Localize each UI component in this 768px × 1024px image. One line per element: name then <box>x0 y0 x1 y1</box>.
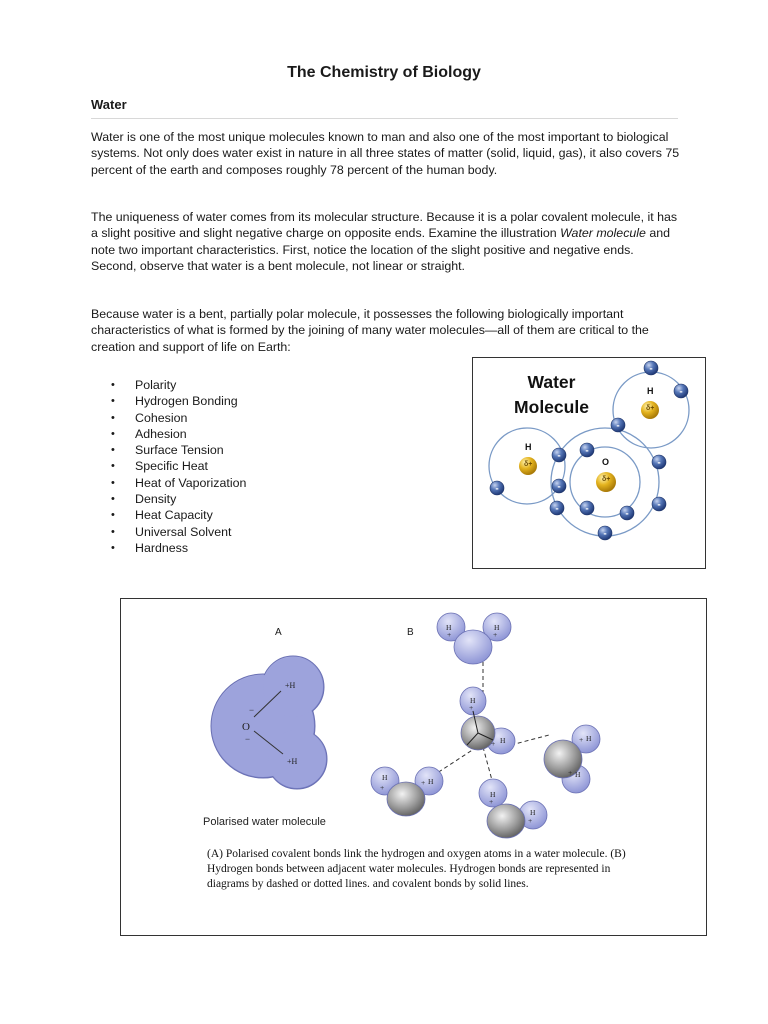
label-h: H <box>428 777 434 786</box>
hydrogen-charge-label-left: δ+ <box>524 461 533 468</box>
label-plus: + <box>491 739 496 748</box>
hydrogen-bond-figure <box>120 598 707 936</box>
list-item: • Hydrogen Bonding <box>91 393 246 409</box>
polarised-molecule-label: Polarised water molecule <box>203 816 326 828</box>
list-item: • Universal Solvent <box>91 524 246 540</box>
oxygen-label: O <box>602 457 610 467</box>
label-plus-h-upper: +H <box>285 681 296 690</box>
label-plus: + <box>380 783 385 792</box>
electron-sign-11: - <box>603 528 607 540</box>
label-plus: + <box>489 797 494 806</box>
label-plus-h-lower: +H <box>287 757 298 766</box>
paragraph-2-text-start: The uniqueness of water comes from its molecular structure. Because it is a polar covalent molecule, it has a slight positive and slight negative charge on opposite ends. Examine the illustration <box>91 210 678 241</box>
list-item: • Polarity <box>91 377 246 393</box>
label-plus: + <box>469 703 474 712</box>
electron-sign-7: - <box>557 481 561 493</box>
label-h: H <box>494 623 500 632</box>
water-molecule-title <box>499 370 604 420</box>
paragraph-2-text-end: and note two important characteristics. First, notice the location of the slight positive and negative ends. Second, observe that water is a bent molecule, not linear or straight. <box>91 226 671 274</box>
panel-b-label: B <box>407 627 414 638</box>
hydrogen-label-right: H <box>647 386 654 396</box>
water-molecule-title-line1: Water <box>527 372 576 392</box>
water-molecule-title-line2: Molecule <box>514 397 589 417</box>
panel-a-label: A <box>275 627 282 638</box>
paragraph-3: Because water is a bent, partially polar molecule, it possesses the following biologically important characteristics of what is formed by the joining of many water molecules—all of them are critical to the creation and support of life on Earth: <box>91 307 649 354</box>
electron-sign-3: - <box>616 420 620 432</box>
list-item: • Specific Heat <box>91 458 246 474</box>
section-divider <box>91 118 678 119</box>
label-h: H <box>586 734 592 743</box>
label-h: H <box>382 773 388 782</box>
electron-sign-12: - <box>585 503 589 515</box>
label-plus: + <box>421 778 426 787</box>
label-h: H <box>575 770 581 779</box>
label-h: H <box>470 696 476 705</box>
label-minus-upper: − <box>249 705 255 715</box>
list-item: • Density <box>91 491 246 507</box>
hydrogen-label-left: H <box>525 442 532 452</box>
label-h: H <box>446 623 452 632</box>
water-molecule-figure <box>472 357 706 569</box>
label-minus-lower: − <box>245 734 251 744</box>
paragraph-2 <box>91 209 681 275</box>
list-item: • Cohesion <box>91 410 246 426</box>
paragraph-2-figure-reference: Water molecule <box>560 226 646 241</box>
label-plus: + <box>447 630 452 639</box>
water-molecule-lower-center <box>479 779 547 838</box>
list-item: • Heat Capacity <box>91 507 246 523</box>
document-title: The Chemistry of Biology <box>287 64 481 81</box>
list-item: • Adhesion <box>91 426 246 442</box>
hydrogen-charge-label-right: δ+ <box>646 405 655 412</box>
electron-sign-13: - <box>555 503 559 515</box>
figure-caption: (A) Polarised covalent bonds link the hydrogen and oxygen atoms in a water molecule. (B) Hydrogen bonds between adjacent water molecules. Hydrogen bonds are represented in diagrams by dashed or dotted lines. and covalent bonds by solid lines. <box>207 848 626 890</box>
water-molecule-right <box>544 725 600 793</box>
electron-sign-2: - <box>649 363 653 375</box>
electron-sign-6: - <box>495 483 499 495</box>
electron-sign-9: - <box>657 499 661 511</box>
label-plus: + <box>579 735 584 744</box>
label-plus: + <box>528 816 533 825</box>
list-item: • Surface Tension <box>91 442 246 458</box>
electron-sign-10: - <box>625 508 629 520</box>
paragraph-1: Water is one of the most unique molecules known to man and also one of the most important to biological systems. Not only does water exist in nature in all three states of matter (solid, liquid, gas), it also covers 75 percent of the earth and composes roughly 78 percent of the human body. <box>91 130 680 177</box>
oxygen-charge-label: δ+ <box>602 476 611 483</box>
properties-list <box>91 377 246 556</box>
electron-sign-4: - <box>585 445 589 457</box>
section-heading-water: Water <box>91 97 127 112</box>
list-item: • Heat of Vaporization <box>91 475 246 491</box>
label-h: H <box>500 736 506 745</box>
label-oxygen: O <box>242 721 250 733</box>
label-plus: + <box>493 630 498 639</box>
electron-sign-8: - <box>657 457 661 469</box>
label-h: H <box>490 790 496 799</box>
list-item: • Hardness <box>91 540 246 556</box>
electron-sign-5: - <box>557 450 561 462</box>
label-plus: + <box>568 768 573 777</box>
electron-sign-1: - <box>679 386 683 398</box>
label-h: H <box>530 808 536 817</box>
